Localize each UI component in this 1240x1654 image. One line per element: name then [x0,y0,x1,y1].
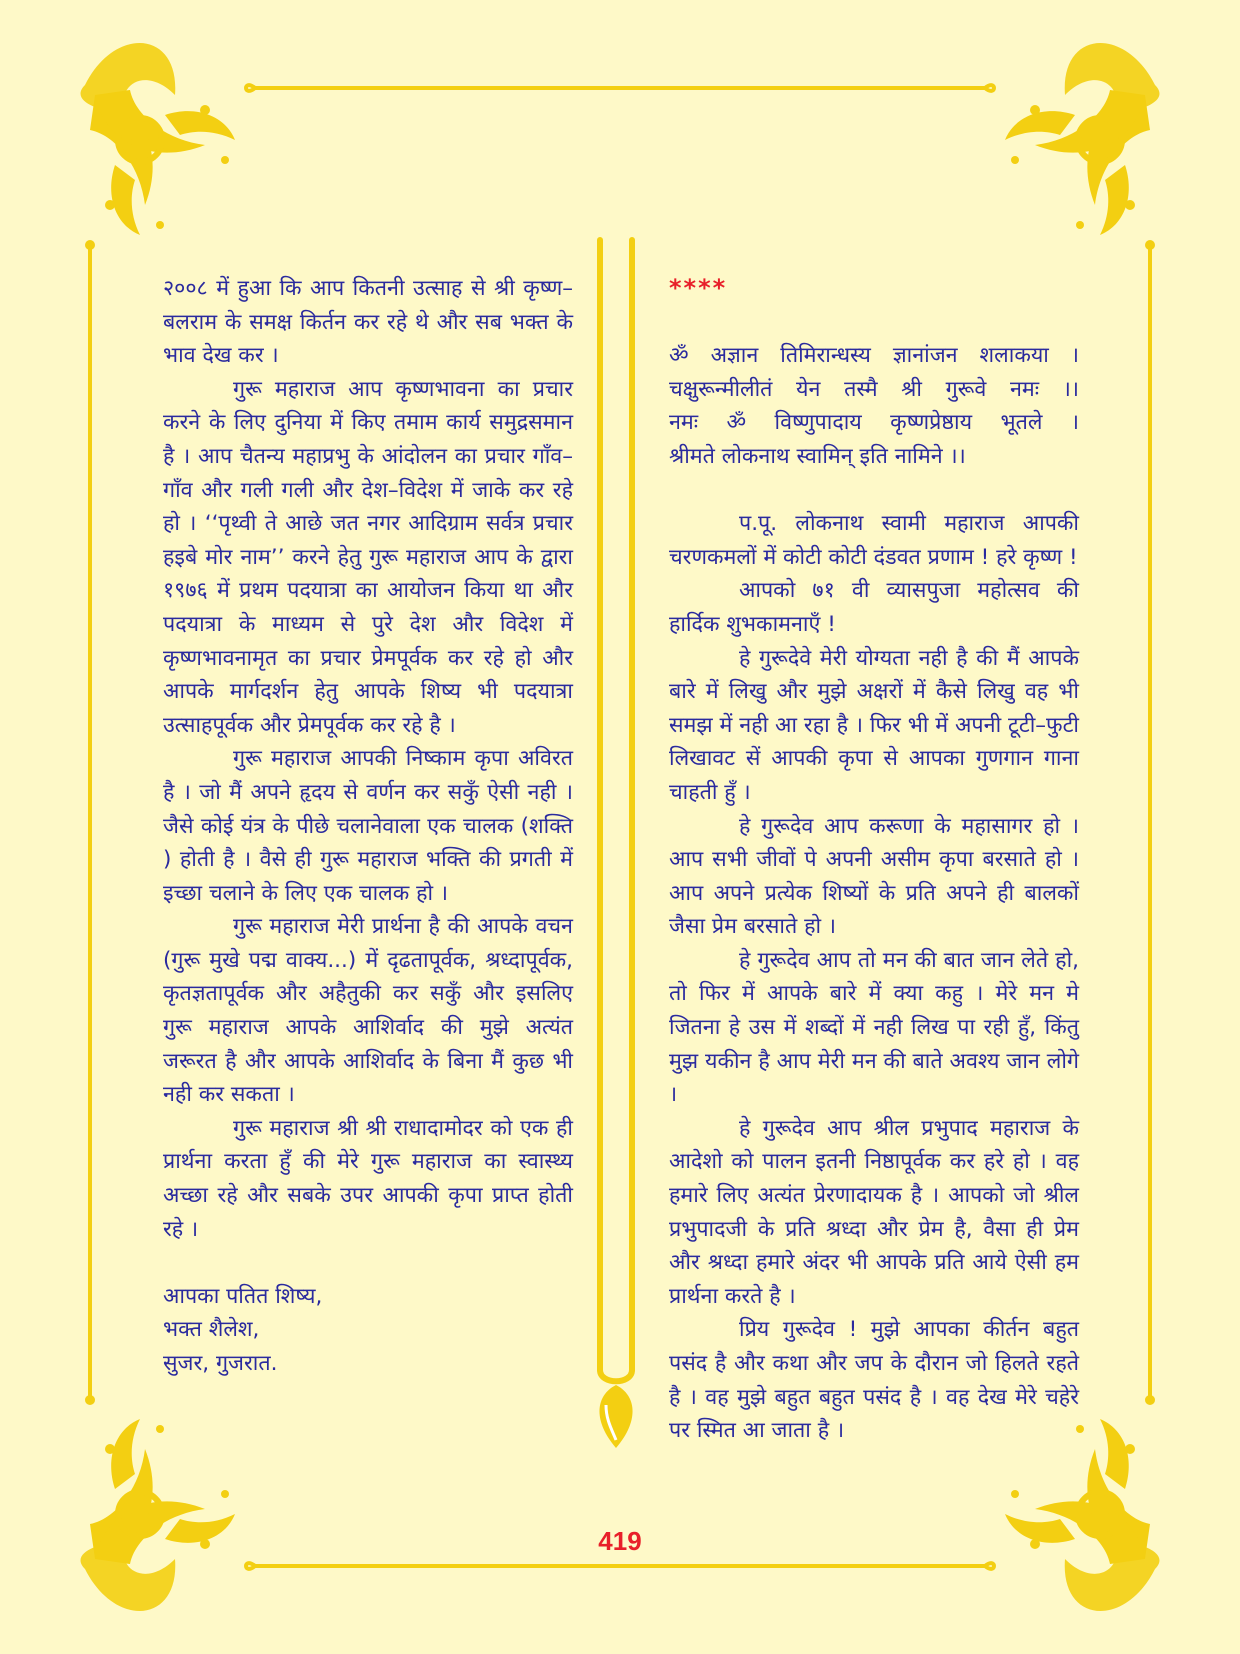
paragraph: प्रिय गुरूदेव ! मुझे आपका कीर्तन बहुत पसंद है और कथा और जप के दौरान जो हिलते रहते है । वह मुझे बहुत बहुत पसंद है । वह देख मेरे चहेरे पर स्मित आ जाता है । [669,1317,1079,1444]
paragraph: हे गुरूदेवे मेरी योग्यता नही है की मैं आपके बारे में लिखु और मुझे अक्षरों में कैसे लिखु वह भी समझ में नही आ रहा है । फिर भी में अपनी टूटी–फुटी लिखावट सें आपकी कृपा से आपका गुणगान गाना चाहती हुँ । [669,645,1079,805]
paragraph: गुरू महाराज आपकी निष्काम कृपा अविरत है । जो मैं अपने हृदय से वर्णन कर सकुँ ऐसी नही । जैसे कोई यंत्र के पीछे चलानेवाला एक चालक (शक्ति ) होती है । वैसे ही गुरू महाराज भक्ति की प्रगती में इच्छा चलाने के लिए एक चालक हो । [163,746,573,906]
signature-line: सुजर, गुजरात. [163,1351,278,1376]
signature-line: आपका पतित शिष्य, [163,1283,323,1309]
paragraph: हे गुरूदेव आप श्रील प्रभुपाद महाराज के आदेशो को पालन इतनी निष्ठापूर्वक कर हरे हो । वह हमारे लिए अत्यंत प्रेरणादायक है । आपको जो श्रील प्रभुपादजी के प्रति श्रध्दा और प्रेम है, वैसा ही प्रेम और श्रध्दा हमारे अंदर भी आपके प्रति आये ऐसी हम प्रार्थना करते है । [669,1115,1079,1309]
paragraph: आपको ७१ वी व्यासपुजा महोत्सव की हार्दिक शुभकामनाएँ ! [669,578,1079,637]
paragraph: गुरू महाराज श्री श्री राधादामोदर को एक ही प्रार्थना करता हुँ की मेरे गुरू महाराज का स्वास्थ्य अच्छा रहे और सबके उपर आपकी कृपा प्राप्त होती रहे । [163,1115,573,1242]
verse-line: चक्षुरून्मीलीतं येन तस्मै श्री गुरूवे नमः ।। [669,376,1079,402]
verse-line: नमः ॐ विष्णुपादाय कृष्णप्रेष्ठाय भूतले । [669,410,1079,436]
paragraph: गुरू महाराज आप कृष्णभावना का प्रचार करने के लिए दुनिया में किए तमाम कार्य समुद्रसमान है । आप चैतन्य महाप्रभु के आंदोलन का प्रचार गाँव–गाँव और गली गली और देश–विदेश में जाके कर रहे हो । ‘‘पृथ्वी ते आछे जत नगर आदिग्राम सर्वत्र प्रचार हइबे मोर नाम’’ करने हेतु गुरू महाराज आप के द्वारा १९७६ में प्रथम पदयात्रा का आयोजन किया था और पदयात्रा के माध्यम से पुरे देश और विदेश में कृष्णभावनामृत का प्रचार प्रेमपूर्वक कर रहे हो और आपके मार्गदर्शन हेतु आपके शिष्य भी पदयात्रा उत्साहपूर्वक और प्रेमपूर्वक कर रहे है । [163,376,573,738]
signature-block [163,1280,573,1381]
sanskrit-verse [669,339,1079,473]
verse-line: ॐ अज्ञान तिमिरान्धस्य ज्ञानांजन शलाकया । [669,343,1079,369]
section-separator-stars: **** [669,274,728,302]
verse-line: श्रीमते लोकनाथ स्वामिन् इति नामिने ।। [669,443,966,469]
paragraph: गुरू महाराज मेरी प्रार्थना है की आपके वचन (गुरू मुखे पद्म वाक्य...) में दृढतापूर्वक, श्रध्दापूर्वक, कृतज्ञतापूर्वक और अहैतुकी कर सकुँ और इसलिए गुरू महाराज आपके आशिर्वाद की मुझे अत्यंत जरूरत है और आपके आशिर्वाद के बिना मैं कुछ भी नही कर सकता । [163,914,573,1108]
page-number: 419 [598,1526,642,1556]
paragraph: हे गुरूदेव आप तो मन की बात जान लेते हो, तो फिर में आपके बारे में क्या कहु । मेरे मन मे जितना हे उस में शब्दों में नही लिख पा रही हुँ, किंतु मुझ यकीन है आप मेरी मन की बाते अवश्य जान लोगे । [669,947,1079,1108]
right-column [669,272,1079,1448]
paragraph: प.पू. लोकनाथ स्वामी महाराज आपकी चरणकमलों में कोटी कोटी दंडवत प्रणाम ! हरे कृष्ण ! [669,511,1079,570]
left-column [163,272,573,1381]
paragraph: २००८ में हुआ कि आप कितनी उत्साह से श्री कृष्ण–बलराम के समक्ष किर्तन कर रहे थे और सब भक्त के भाव देख कर । [163,276,573,369]
signature-line: भक्त शैलेश, [163,1317,260,1343]
paragraph: हे गुरूदेव आप करूणा के महासागर हो । आप सभी जीवों पे अपनी असीम कृपा बरसाते हो । आप अपने प्रत्येक शिष्यों के प्रति अपने ही बालकों जैसा प्रेम बरसाते हो । [669,813,1079,940]
